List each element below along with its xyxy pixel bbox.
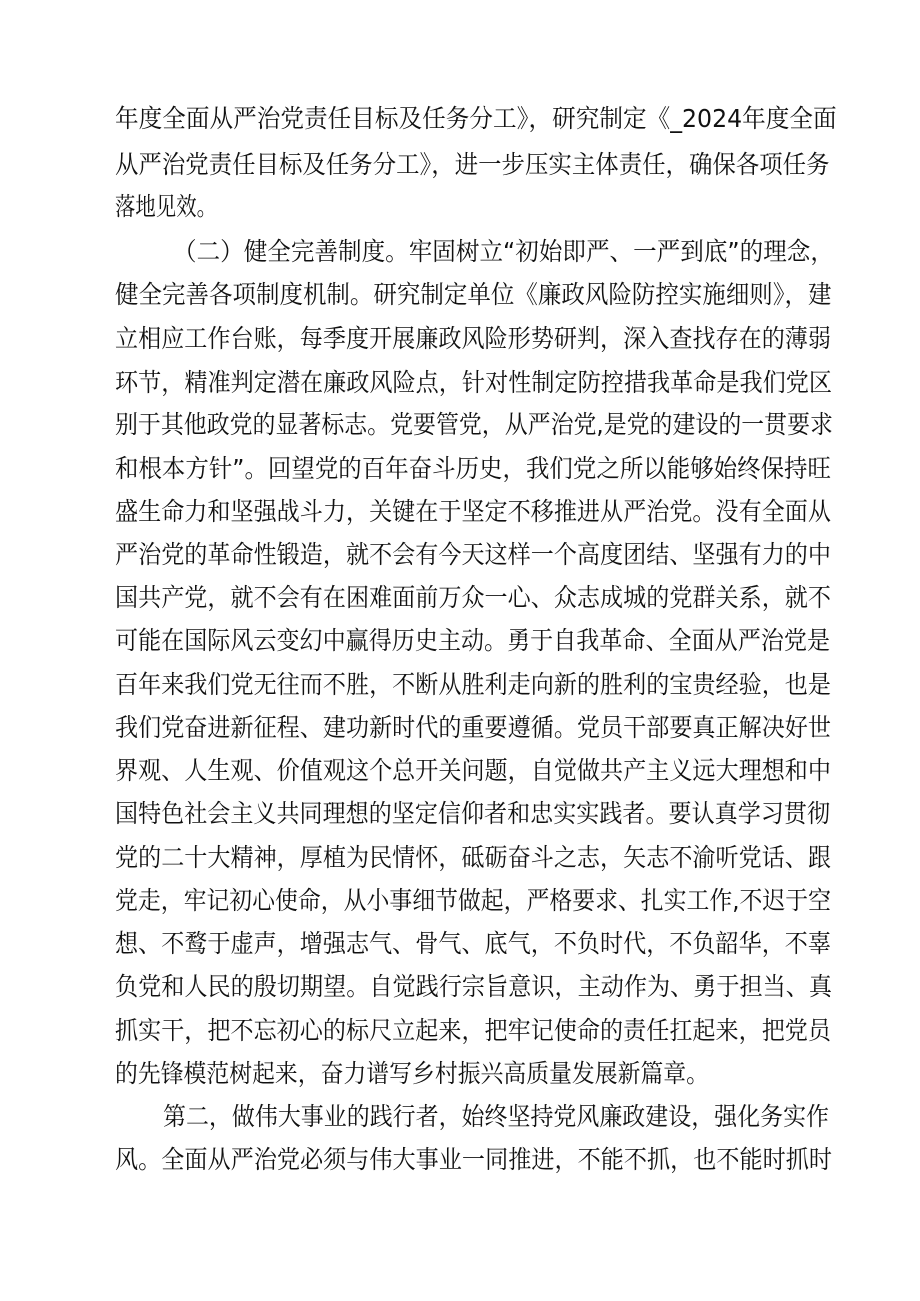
text-line-1: 年度全面从严治党责任目标及任务分工》，研究制定《_2024年度全面 [115, 104, 837, 133]
text-line-22: 抓实干，把不忘初心的标尺立起来，把牢记使命的责任扛起来，把党员 [115, 1016, 832, 1045]
text-line-5: 健全完善各项制度机制。研究制定单位《廉政风险防控实施细则》，建 [115, 280, 832, 309]
text-line-24: 第二，做伟大事业的践行者，始终坚持党风廉政建设，强化务实作 [163, 1102, 830, 1131]
text-line-13: 可能在国际风云变幻中赢得历史主动。勇于自我革命、全面从严治党是 [115, 626, 831, 655]
text-line-9: 和根本方针”。回望党的百年奋斗历史，我们党之所以能够始终保持旺 [115, 454, 831, 483]
text-line-15: 我们党奋进新征程、建功新时代的重要遵循。党员干部要真正解决好世 [115, 713, 832, 742]
text-line-25: 风。全面从严治党必须与伟大事业一同推进，不能不抓，也不能时抓时 [115, 1145, 833, 1174]
text-line-7: 环节，精准判定潜在廉政风险点，针对性制定防控措我革命是我们党区 [115, 368, 833, 397]
text-line-8: 别于其他政党的显著标志。党要管党，从严治党,是党的建设的一贯要求 [115, 410, 833, 439]
text-line-10: 盛生命力和坚强战斗力，关键在于坚定不移推进从严治党。没有全面从 [115, 497, 832, 526]
text-line-21: 负党和人民的殷切期望。自觉践行宗旨意识，主动作为、勇于担当、真 [115, 972, 833, 1001]
text-line-19: 党走，牢记初心使命，从小事细节做起，严格要求、扎实工作,不迟于空 [115, 886, 831, 915]
text-line-20: 想、不鹜于虚声，增强志气、骨气、底气，不负时代，不负韶华，不辜 [115, 929, 832, 958]
text-line-14: 百年来我们党无往而不胜，不断从胜利走向新的胜利的宝贵经验，也是 [115, 670, 832, 699]
text-line-23: 的先锋模范树起来，奋力谱写乡村振兴高质量发展新篇章。 [115, 1059, 710, 1088]
text-line-2: 从严治党责任目标及任务分工》，进一步压实主体责任，确保各项任务 [115, 150, 830, 179]
text-line-18: 党的二十大精神，厚植为民情怀，砥砺奋斗之志，矢志不渝听党话、跟 [115, 843, 832, 872]
text-line-11: 严治党的革命性锻造，就不会有今天这样一个高度团结、坚强有力的中 [115, 540, 832, 569]
text-line-4: （二）健全完善制度。牢固树立“初始即严、一严到底”的理念， [173, 237, 834, 266]
text-line-16: 界观、人生观、价值观这个总开关问题，自觉做共产主义远大理想和中 [115, 756, 832, 785]
text-line-6: 立相应工作台账，每季度开展廉政风险形势研判，深入查找存在的薄弱 [115, 324, 832, 353]
text-line-3: 落地见效。 [115, 192, 218, 221]
text-line-12: 国共产党，就不会有在困难面前万众一心、众志成城的党群关系，就不 [115, 583, 832, 612]
text-line-17: 国特色社会主义共同理想的坚定信仰者和忠实实践者。要认真学习贯彻 [115, 799, 831, 828]
